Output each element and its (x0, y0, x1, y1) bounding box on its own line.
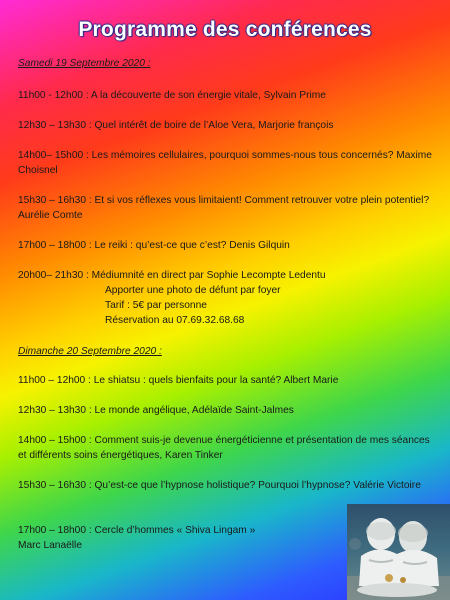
page-title: Programme des conférences (78, 18, 372, 41)
day1-item-4: 15h30 – 16h30 : Et si vos réflexes vous limitaient! Comment retrouver votre plein potentiel? Aurélie Comte (18, 195, 430, 221)
day2-item-3: 14h00 – 15h00 : Comment suis-je devenue énergéticienne et présentation de mes séances et différents soins énergétiques, Karen Tinker (18, 435, 430, 461)
day1-item-1: 11h00 - 12h00 : A la découverte de son énergie vitale, Sylvain Prime (18, 90, 326, 101)
day2-item-1: 11h00 – 12h00 : Le shiatsu : quels bienfaits pour la santé? Albert Marie (18, 375, 339, 386)
day2-item-5 (18, 523, 343, 553)
day2-item-5-main: 17h00 – 18h00 : Cercle d’hommes « Shiva Lingam » (18, 525, 256, 536)
day1-item-5: 17h00 – 18h00 : Le reiki : qu’est-ce que c’est? Denis Gilquin (18, 240, 290, 251)
day2-item-5-speaker: Marc Lanaëlle (18, 540, 82, 551)
day2-item-4: 15h30 – 16h30 : Qu’est-ce que l’hypnose holistique? Pourquoi l’hypnose? Valérie Victoire (18, 480, 421, 491)
day1-item-6-sub-1: Apporter une photo de défunt par foyer (105, 285, 281, 296)
statue-photo (347, 504, 450, 600)
day1-item-6-main: 20h00– 21h30 : Médiumnité en direct par Sophie Lecompte Ledentu (18, 270, 326, 281)
day1-item-3: 14h00– 15h00 : Les mémoires cellulaires, pourquoi sommes-nous tous concernés? Maxime Choisnel (18, 150, 432, 176)
day1-item-2: 12h30 – 13h30 : Quel intérêt de boire de l’Aloe Vera, Marjorie françois (18, 120, 334, 131)
day2-heading: Dimanche 20 Septembre 2020 : (18, 346, 162, 357)
day1-heading: Samedi 19 Septembre 2020 : (18, 58, 151, 69)
day2-item-2: 12h30 – 13h30 : Le monde angélique, Adélaïde Saint-Jalmes (18, 405, 294, 416)
day1-item-6-sub-2: Tarif : 5€ par personne (105, 300, 207, 311)
day1-item-6-sub-3: Réservation au 07.69.32.68.68 (105, 315, 245, 326)
day1-item-6 (18, 268, 436, 328)
angel-statue-illustration (347, 504, 450, 600)
